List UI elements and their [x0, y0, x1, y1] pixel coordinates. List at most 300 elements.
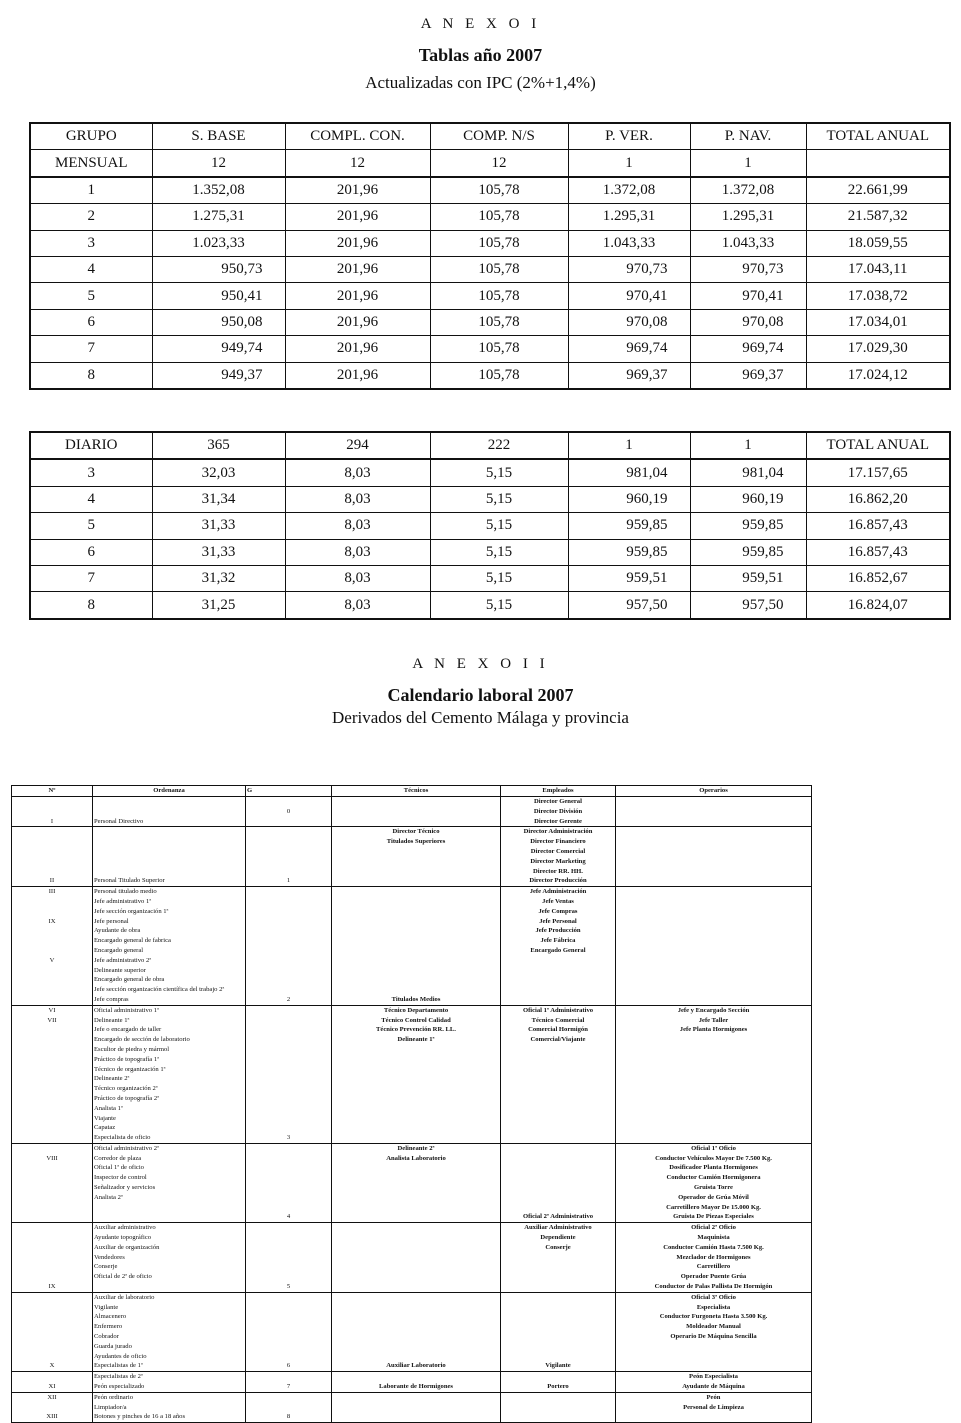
header-cell: COMPL. CON. — [285, 123, 430, 150]
cell-line: Operario De Máquina Sencilla — [670, 1333, 757, 1341]
cell-line — [617, 1065, 810, 1075]
cell-line — [333, 1342, 499, 1352]
value-cell: 16.857,43 — [806, 539, 950, 565]
cell-line — [247, 1372, 330, 1382]
table-row — [30, 486, 950, 512]
cell-line — [13, 936, 91, 946]
group-cell: 4 — [30, 256, 152, 282]
tecnicos-cell — [332, 797, 501, 827]
cell-line: Analista 2ª — [94, 1193, 123, 1201]
cell-line — [617, 887, 810, 897]
value-cell: 8,03 — [285, 539, 430, 565]
table-row — [30, 362, 950, 389]
value-cell: 949,74 — [152, 336, 285, 362]
value-cell: 21.587,32 — [806, 204, 950, 230]
cell-line: Director Marketing — [530, 857, 586, 865]
cell-line — [617, 827, 810, 837]
calendario-table — [11, 785, 812, 1423]
cell-line: Oficial 1ª Oficio — [691, 1144, 736, 1152]
cell-line — [247, 1243, 330, 1253]
cell-line — [617, 847, 810, 857]
cell-line: Operador Puente Grúa — [680, 1273, 747, 1281]
operarios-cell — [616, 1223, 812, 1293]
ordenanza-cell — [93, 1223, 246, 1293]
value-cell: 105,78 — [430, 177, 568, 204]
cell-line: Director Técnico — [392, 828, 440, 836]
cell-line — [94, 1282, 244, 1292]
cell-line — [502, 975, 614, 985]
cell-line: 2 — [286, 995, 291, 1003]
cell-line — [13, 1403, 91, 1413]
group-number-cell — [12, 827, 93, 887]
header-cell: P. VER. — [568, 123, 690, 150]
anexo-1-label: A N E X O I — [420, 16, 541, 32]
cell-line: Analista 1ª — [94, 1104, 123, 1112]
cell-line — [247, 1016, 330, 1026]
cell-line: Comercial/Viajante — [530, 1036, 586, 1044]
group-cell: 7 — [30, 565, 152, 591]
group-number-cell — [12, 1005, 93, 1143]
cell-line: Analista Laboratorio — [386, 1154, 446, 1162]
cell-line — [247, 936, 330, 946]
value-cell: 950,73 — [152, 256, 285, 282]
cell-line — [502, 1074, 614, 1084]
empleados-cell — [501, 1143, 616, 1222]
cell-line — [247, 1293, 330, 1303]
cell-line — [502, 1342, 614, 1352]
cell-line: IX — [48, 917, 56, 925]
value-cell: 105,78 — [430, 204, 568, 230]
anexo-1-title: Tablas año 2007 — [418, 45, 543, 65]
cell-line: 8 — [286, 1413, 291, 1421]
cell-line — [13, 827, 91, 837]
empleados-cell — [501, 1372, 616, 1393]
value-cell: 201,96 — [285, 177, 430, 204]
cell-line — [247, 1272, 330, 1282]
tecnicos-cell — [332, 827, 501, 887]
cell-line — [13, 1372, 91, 1382]
cell-line: Conductor Vehículos Mayor De 7.500 Kg. — [655, 1154, 772, 1162]
cell-line — [247, 1163, 330, 1173]
cell-line — [333, 1303, 499, 1313]
value-cell: 970,41 — [568, 283, 690, 309]
cell-line — [502, 1084, 614, 1094]
value-cell: 950,41 — [152, 283, 285, 309]
cell-line: Encargado general — [94, 946, 144, 954]
cell-line — [247, 1055, 330, 1065]
cell-line — [502, 1193, 614, 1203]
value-cell: 960,19 — [690, 486, 806, 512]
header-cell: Operarios — [616, 786, 812, 797]
value-cell: 970,08 — [690, 309, 806, 335]
cell-line — [13, 1272, 91, 1282]
operarios-cell — [616, 1292, 812, 1371]
cell-line — [13, 1045, 91, 1055]
header-cell: Técnicos — [332, 786, 501, 797]
cell-line — [247, 1074, 330, 1084]
cell-line — [13, 897, 91, 907]
cell-line: Encargado de sección de laboratorio — [94, 1036, 190, 1044]
ordenanza-cell — [93, 887, 246, 1006]
cell-line — [333, 1173, 499, 1183]
cell-line: II — [49, 877, 55, 885]
tecnicos-cell — [332, 1143, 501, 1222]
group-cell: 4 — [30, 486, 152, 512]
table-row — [12, 1392, 812, 1422]
value-cell: 969,37 — [690, 362, 806, 389]
cell-line: Conductor Camión Hasta 7.500 Kg. — [663, 1243, 764, 1251]
cell-line: Personal de Limpieza — [683, 1403, 744, 1411]
cell-line — [247, 1403, 330, 1413]
cell-line — [502, 1163, 614, 1173]
cell-line — [333, 917, 499, 927]
header-cell: Nº — [12, 786, 93, 797]
cell-line — [13, 1312, 91, 1322]
cell-line — [13, 1183, 91, 1193]
cell-line — [13, 1212, 91, 1222]
cell-line: VI — [48, 1006, 56, 1014]
cell-line — [502, 995, 614, 1005]
cell-line — [502, 1293, 614, 1303]
cell-line: Técnico de organización 1ª — [94, 1065, 166, 1073]
cell-line — [617, 1035, 810, 1045]
grade-cell — [246, 1392, 332, 1422]
cell-line — [13, 1065, 91, 1075]
factor-cell: 1 — [690, 150, 806, 177]
cell-line — [13, 1223, 91, 1233]
header-cell: 1 — [690, 432, 806, 459]
value-cell: 8,03 — [285, 565, 430, 591]
header-cell: TOTAL ANUAL — [806, 432, 950, 459]
cell-line: Vendedores — [94, 1253, 125, 1261]
table-row — [30, 204, 950, 230]
cell-line: I — [50, 817, 54, 825]
cell-line — [333, 1212, 499, 1222]
value-cell: 105,78 — [430, 309, 568, 335]
cell-line: Carretillero Mayor De 15.000 Kg. — [666, 1203, 761, 1211]
value-cell: 105,78 — [430, 362, 568, 389]
value-cell: 22.661,99 — [806, 177, 950, 204]
cell-line — [333, 1094, 499, 1104]
cell-line — [502, 1253, 614, 1263]
cell-line — [247, 1253, 330, 1263]
value-cell: 969,74 — [690, 336, 806, 362]
empleados-cell — [501, 887, 616, 1006]
cell-line — [13, 1193, 91, 1203]
group-cell: 6 — [30, 539, 152, 565]
cell-line — [247, 1144, 330, 1154]
cell-line: V — [49, 956, 55, 964]
cell-line — [617, 1055, 810, 1065]
cell-line: Conductor de Palas Pallista De Hormigón — [654, 1283, 773, 1291]
cell-line: Maquinista — [697, 1234, 730, 1242]
cell-line — [502, 1114, 614, 1124]
table-row — [12, 887, 812, 1006]
value-cell: 959,85 — [568, 539, 690, 565]
cell-line — [13, 1243, 91, 1253]
cell-line: Moldeador Manual — [686, 1323, 741, 1331]
cell-line — [94, 827, 244, 837]
cell-line: Práctico de topografía 1ª — [94, 1055, 159, 1063]
cell-line — [13, 847, 91, 857]
anexo-2-title: Calendario laboral 2007 — [387, 685, 574, 705]
cell-line — [247, 837, 330, 847]
cell-line: Delineante 2ª — [397, 1144, 435, 1152]
cell-line — [333, 847, 499, 857]
value-cell: 105,78 — [430, 230, 568, 256]
cell-line: Encargado general de obra — [94, 976, 165, 984]
table-row — [30, 565, 950, 591]
value-cell: 1.295,31 — [568, 204, 690, 230]
cell-line: X — [49, 1362, 55, 1370]
cell-line: Jefe y Encargado Sección — [677, 1006, 750, 1014]
cell-line — [617, 1084, 810, 1094]
cell-line — [333, 985, 499, 995]
cell-line — [247, 1065, 330, 1075]
cell-line — [247, 1203, 330, 1213]
value-cell: 201,96 — [285, 256, 430, 282]
cell-line — [13, 1094, 91, 1104]
operarios-cell — [616, 1005, 812, 1143]
cell-line — [247, 887, 330, 897]
cell-line: Oficial 1ª Administrativo — [522, 1006, 594, 1014]
cell-line — [13, 1025, 91, 1035]
anexo-2-label: A N E X O I I — [412, 656, 549, 672]
cell-line — [247, 956, 330, 966]
cell-line: 0 — [286, 807, 291, 815]
cell-line: Peón ordinario — [94, 1393, 134, 1401]
header-cell: 222 — [430, 432, 568, 459]
cell-line — [333, 1233, 499, 1243]
group-cell: 2 — [30, 204, 152, 230]
group-number-cell — [12, 887, 93, 1006]
cell-line — [333, 956, 499, 966]
table-row — [12, 1292, 812, 1371]
cell-line — [247, 827, 330, 837]
cell-line — [502, 1055, 614, 1065]
cell-line — [617, 1104, 810, 1114]
table-mensual — [29, 122, 951, 390]
table-header-row — [30, 123, 950, 150]
cell-line — [333, 1253, 499, 1263]
cell-line — [617, 1114, 810, 1124]
cell-line: Ayudante topográfico — [94, 1234, 152, 1242]
cell-line — [247, 867, 330, 877]
value-cell: 957,50 — [690, 592, 806, 619]
cell-line: 7 — [286, 1383, 291, 1391]
value-cell: 969,37 — [568, 362, 690, 389]
ordenanza-cell — [93, 1005, 246, 1143]
cell-line — [247, 1114, 330, 1124]
cell-line — [617, 966, 810, 976]
table-row — [12, 797, 812, 827]
anexo-2-subtitle: Derivados del Cemento Málaga y provincia — [332, 708, 629, 727]
cell-line — [617, 917, 810, 927]
value-cell: 201,96 — [285, 309, 430, 335]
cell-line: Personal Titulado Superior — [94, 877, 165, 885]
cell-line: Almacenero — [94, 1313, 127, 1321]
cell-line: Jefe Planta Hormigones — [679, 1026, 748, 1034]
cell-line: Jefe administrativo 1ª — [94, 897, 152, 905]
cell-line: Personal titulado medio — [94, 888, 157, 896]
cell-line — [13, 966, 91, 976]
cell-line: Oficial administrativo 1ª — [94, 1006, 159, 1014]
value-cell: 1.275,31 — [152, 204, 285, 230]
cell-line — [247, 1233, 330, 1243]
cell-line: Vigilante — [545, 1362, 571, 1370]
cell-line — [333, 1272, 499, 1282]
cell-line — [247, 1035, 330, 1045]
cell-line: Guarda jurado — [94, 1342, 132, 1350]
cell-line: Oficial 2ª Oficio — [691, 1224, 736, 1232]
cell-line: Carretillero — [696, 1263, 731, 1271]
cell-line — [247, 917, 330, 927]
cell-line: Corredor de plaza — [94, 1154, 142, 1162]
cell-line: Auxiliar de laboratorio — [94, 1293, 155, 1301]
cell-line — [247, 926, 330, 936]
cell-line: Delineante 2ª — [94, 1075, 130, 1083]
cell-line — [94, 867, 244, 877]
cell-line — [333, 1133, 499, 1143]
cell-line — [13, 1322, 91, 1332]
value-cell: 1.372,08 — [568, 177, 690, 204]
cell-line: Botones y pinches de 16 a 18 años — [94, 1413, 186, 1421]
cell-line — [617, 1094, 810, 1104]
cell-line: Encargado General — [530, 946, 586, 954]
table-row — [30, 539, 950, 565]
grade-cell — [246, 887, 332, 1006]
cell-line: Conserje — [94, 1263, 118, 1271]
cell-line — [247, 966, 330, 976]
cell-line — [247, 1193, 330, 1203]
cell-line: Titulados Medios — [391, 995, 441, 1003]
tecnicos-cell — [332, 887, 501, 1006]
cell-line — [333, 907, 499, 917]
table-row — [30, 177, 950, 204]
operarios-cell — [616, 1143, 812, 1222]
cell-line: XIII — [46, 1413, 58, 1421]
cell-line: Oficial 1ª de oficio — [94, 1164, 144, 1172]
cell-line — [617, 936, 810, 946]
cell-line — [94, 807, 244, 817]
value-cell: 969,74 — [568, 336, 690, 362]
cell-line: Auxiliar de organización — [94, 1243, 160, 1251]
value-cell: 959,85 — [690, 539, 806, 565]
cell-line — [13, 975, 91, 985]
header-cell: S. BASE — [152, 123, 285, 150]
group-cell: 8 — [30, 362, 152, 389]
value-cell: 201,96 — [285, 336, 430, 362]
cell-line — [333, 1104, 499, 1114]
cell-line: Técnico Comercial — [531, 1016, 585, 1024]
cell-line — [617, 975, 810, 985]
value-cell: 105,78 — [430, 283, 568, 309]
cell-line — [333, 1412, 499, 1422]
cell-line — [333, 1393, 499, 1403]
cell-line — [502, 1045, 614, 1055]
cell-line — [247, 1352, 330, 1362]
table-row — [30, 336, 950, 362]
cell-line — [502, 1303, 614, 1313]
cell-line: Delineante 1ª — [94, 1016, 130, 1024]
table-row — [30, 459, 950, 486]
cell-line: Viajante — [94, 1114, 116, 1122]
cell-line — [333, 966, 499, 976]
cell-line: Jefe Ventas — [542, 897, 574, 905]
value-cell: 970,73 — [690, 256, 806, 282]
cell-line — [617, 1412, 810, 1422]
table-row — [30, 592, 950, 619]
cell-line: Ayudante de Máquina — [682, 1383, 745, 1391]
cell-line — [617, 837, 810, 847]
value-cell: 31,32 — [152, 565, 285, 591]
cell-line: Auxiliar administrativo — [94, 1224, 156, 1232]
cell-line: Escultor de piedra y mármol — [94, 1045, 170, 1053]
cell-line — [617, 995, 810, 1005]
cell-line: Oficial administrativo 2ª — [94, 1144, 159, 1152]
value-cell: 201,96 — [285, 283, 430, 309]
table-row — [12, 1143, 812, 1222]
cell-line — [13, 1342, 91, 1352]
table-row — [12, 1372, 812, 1393]
group-cell: 3 — [30, 459, 152, 486]
cell-line: Ayudantes de oficio — [94, 1352, 147, 1360]
value-cell: 105,78 — [430, 256, 568, 282]
cell-line — [247, 1312, 330, 1322]
value-cell: 5,15 — [430, 459, 568, 486]
cell-line — [333, 1312, 499, 1322]
cell-line — [247, 1342, 330, 1352]
cell-line: Personal Directivo — [94, 817, 144, 825]
group-cell: 5 — [30, 513, 152, 539]
empleados-cell — [501, 797, 616, 827]
header-cell: TOTAL ANUAL — [806, 123, 950, 150]
cell-line — [247, 1045, 330, 1055]
cell-line — [617, 797, 810, 807]
value-cell: 16.852,67 — [806, 565, 950, 591]
cell-line: III — [48, 888, 56, 896]
grade-cell — [246, 1372, 332, 1393]
cell-line — [247, 1084, 330, 1094]
cell-line: Jefe sección organización científica del trabajo 2ª — [94, 986, 225, 994]
cell-line: 4 — [286, 1213, 291, 1221]
cell-line — [13, 1084, 91, 1094]
cell-line — [333, 797, 499, 807]
cell-line: Director RR. HH. — [533, 867, 583, 875]
grade-cell — [246, 827, 332, 887]
value-cell: 5,15 — [430, 486, 568, 512]
cell-line — [333, 1084, 499, 1094]
value-cell: 8,03 — [285, 592, 430, 619]
cell-line — [13, 1352, 91, 1362]
tecnicos-cell — [332, 1292, 501, 1371]
factor-cell: 12 — [430, 150, 568, 177]
factor-cell: 12 — [152, 150, 285, 177]
tecnicos-cell — [332, 1005, 501, 1143]
cell-line: Jefe personal — [94, 917, 129, 925]
group-number-cell — [12, 1292, 93, 1371]
header-cell: 365 — [152, 432, 285, 459]
cell-line — [247, 1332, 330, 1342]
cell-line — [502, 1154, 614, 1164]
ordenanza-cell — [93, 797, 246, 827]
cell-line: Limpiador/a — [94, 1403, 127, 1411]
operarios-cell — [616, 1372, 812, 1393]
cell-line — [247, 985, 330, 995]
cell-line — [617, 817, 810, 827]
cell-line — [13, 1293, 91, 1303]
cell-line — [333, 1262, 499, 1272]
